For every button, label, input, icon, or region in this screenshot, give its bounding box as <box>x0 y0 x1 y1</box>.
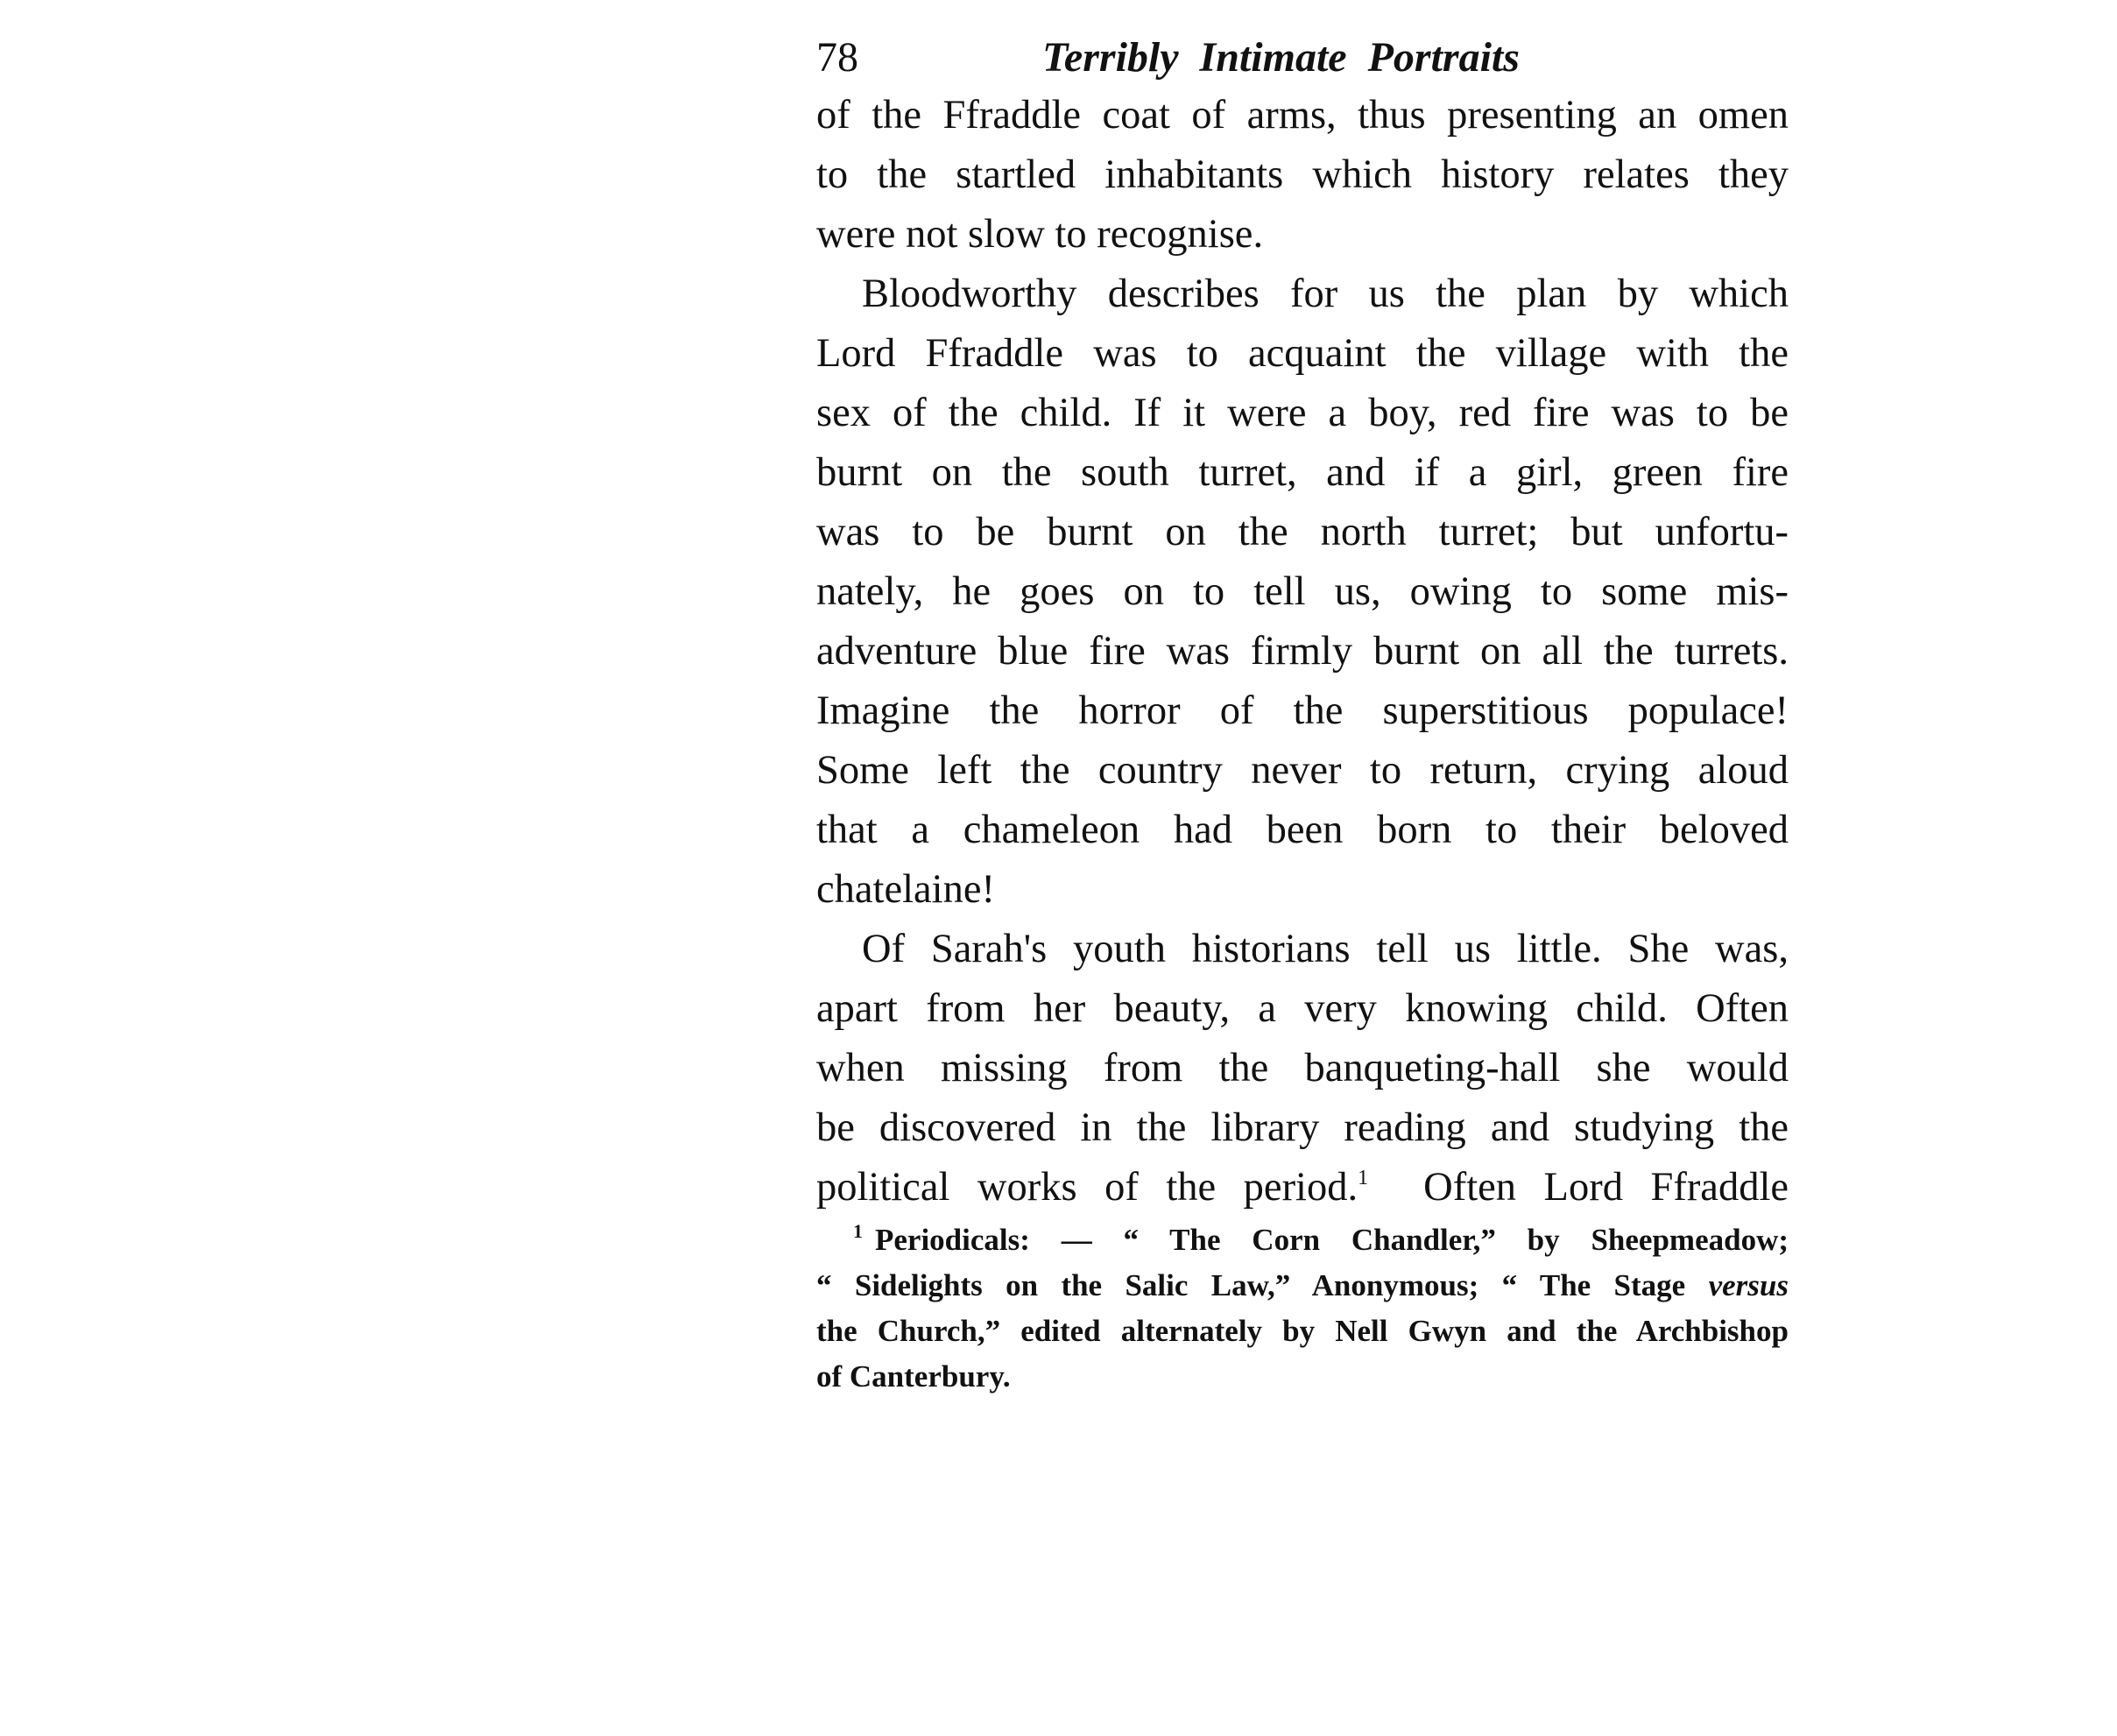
footnote-line <box>816 1217 1789 1263</box>
text-line: burnt on the south turret, and if a girl, green fire <box>816 450 1789 495</box>
text-line: of the Ffraddle coat of arms, thus presenting an omen <box>816 93 1789 138</box>
running-head <box>816 26 1789 86</box>
paragraph-2 <box>816 265 1789 920</box>
text-line: apart from her beauty, a very knowing child. Often <box>816 986 1789 1031</box>
text-line: nately, he goes on to tell us, owing to some mis- <box>816 569 1789 614</box>
text-line: chatelaine! <box>816 867 995 912</box>
footnote-line: of Canterbury. <box>816 1359 1011 1394</box>
text-line: that a chameleon had been born to their beloved <box>816 808 1789 852</box>
running-title: Terribly Intimate Portraits <box>1042 34 1520 81</box>
text-line: adventure blue fire was firmly burnt on all the turrets. <box>816 629 1789 674</box>
text-line: were not slow to recognise. <box>816 212 1264 257</box>
text-line: Some left the country never to return, crying aloud <box>816 748 1789 793</box>
text-line: was to be burnt on the north turret; but unfortu- <box>816 510 1789 554</box>
text-line: Imagine the horror of the superstitious populace! <box>816 688 1789 733</box>
text-line <box>816 1158 1789 1217</box>
text-line: Lord Ffraddle was to acquaint the village with the <box>816 331 1789 376</box>
footnote <box>816 1217 1789 1400</box>
paragraph-3 <box>816 920 1789 1217</box>
body-text <box>816 86 1789 1217</box>
text-line: when missing from the banqueting-hall she would <box>816 1046 1789 1090</box>
text-line: sex of the child. If it were a boy, red fire was to be <box>816 391 1789 435</box>
page-number: 78 <box>816 34 858 81</box>
book-page <box>816 26 1789 1400</box>
footnote-line <box>816 1263 1789 1309</box>
text-line: Bloodworthy describes for us the plan by which <box>862 272 1789 316</box>
text-line: Of Sarah's youth historians tell us little. She was, <box>862 927 1789 971</box>
text-segment: “ Sidelights on the Salic Law,” Anonymous; “ The Stage <box>816 1268 1686 1302</box>
footnote-marker: 1 <box>853 1220 863 1242</box>
text-line: to the startled inhabitants which history relates they <box>816 152 1789 197</box>
text-segment: political works of the period. <box>816 1165 1358 1210</box>
paragraph-1 <box>816 86 1789 265</box>
text-segment: Often Lord Ffraddle <box>1368 1165 1789 1210</box>
footnote-line: the Church,” edited alternately by Nell Gwyn and the Archbishop <box>816 1314 1789 1348</box>
footnote-reference: 1 <box>1358 1167 1369 1189</box>
text-segment-italic: versus <box>1708 1268 1789 1302</box>
text-segment: Periodicals: — “ The Corn Chandler,” by Sheepmeadow; <box>875 1223 1789 1257</box>
text-line: be discovered in the library reading and studying the <box>816 1105 1789 1150</box>
